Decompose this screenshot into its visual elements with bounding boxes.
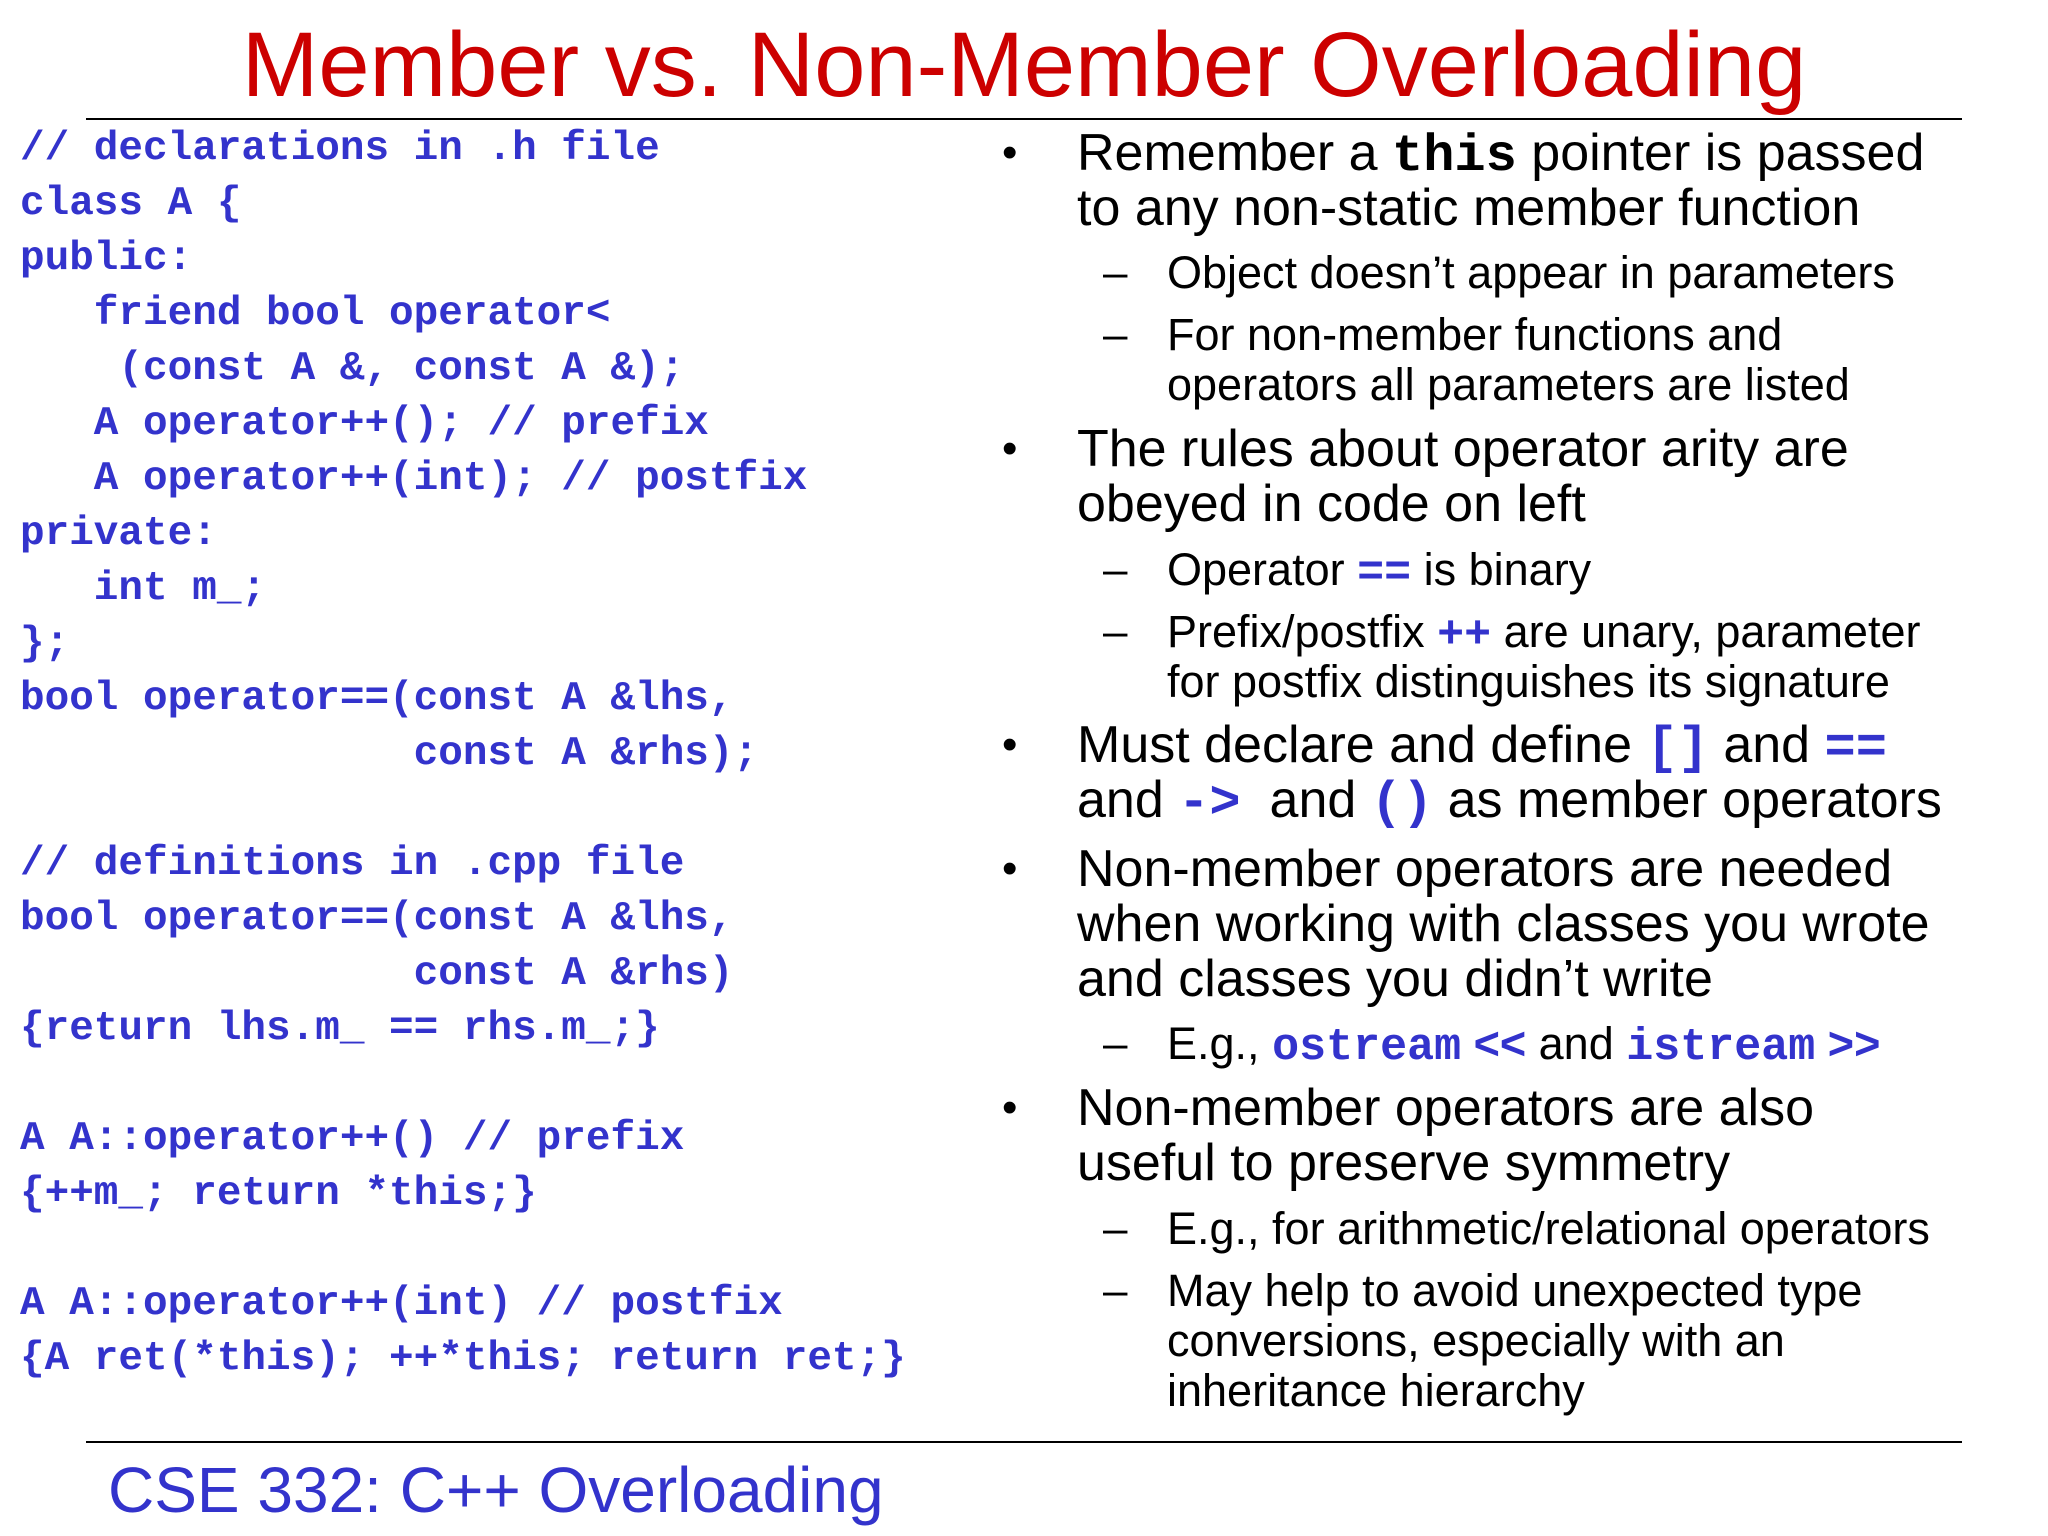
- code-line: [20, 782, 906, 837]
- code-line: {return lhs.m_ == rhs.m_;}: [20, 1006, 660, 1052]
- sub-bullet-line: Prefix/postfix ++ are unary, parameter: [1167, 606, 1921, 661]
- bullet-line: obeyed in code on left: [1077, 475, 1586, 533]
- title-divider: [86, 118, 1962, 120]
- bullet-line: useful to preserve symmetry: [1077, 1134, 1731, 1192]
- code-line: // declarations in .h file: [20, 126, 660, 172]
- code-line: {A ret(*this); ++*this; return ret;}: [20, 1336, 906, 1382]
- inline-code: []: [1646, 719, 1709, 778]
- sub-bullet-marker: –: [1103, 1019, 1128, 1068]
- code-listing: [20, 122, 906, 1387]
- inline-code: istream: [1626, 1022, 1816, 1073]
- sub-bullet-line: conversions, especially with an: [1167, 1315, 1785, 1366]
- sub-bullet-line: Object doesn’t appear in parameters: [1167, 247, 1895, 298]
- code-line: A A::operator++() // prefix: [20, 1116, 685, 1162]
- code-line: A A::operator++(int) // postfix: [20, 1281, 783, 1327]
- code-line: bool operator==(const A &lhs,: [20, 676, 734, 722]
- bullet-line: when working with classes you wrote: [1077, 895, 1930, 953]
- sub-bullet-line: operators all parameters are listed: [1167, 359, 1850, 410]
- sub-bullet-line: inheritance hierarchy: [1167, 1365, 1585, 1416]
- code-line: const A &rhs): [20, 951, 734, 997]
- inline-code: ->: [1178, 774, 1241, 833]
- bullet-line: to any non-static member function: [1077, 179, 1861, 237]
- inline-code: ++: [1437, 610, 1492, 661]
- sub-bullet-line: for postfix distinguishes its signature: [1167, 656, 1890, 707]
- sub-bullet-marker: –: [1103, 1266, 1128, 1315]
- bullet-line: Must declare and define [] and ==: [1077, 716, 1887, 778]
- bullet-line: and -> and () as member operators: [1077, 771, 1942, 833]
- bullet-marker: •: [1002, 720, 1018, 769]
- sub-bullet-marker: –: [1103, 248, 1128, 297]
- sub-bullet-marker: –: [1103, 310, 1128, 359]
- bullet-marker: •: [1002, 128, 1018, 177]
- sub-bullet-marker: –: [1103, 607, 1128, 656]
- inline-code: ==: [1357, 548, 1412, 599]
- inline-code: this: [1392, 127, 1517, 186]
- sub-bullet-line: Operator == is binary: [1167, 544, 1592, 599]
- sub-bullet-line: E.g., ostream << and istream >>: [1167, 1018, 1881, 1073]
- inline-code: ==: [1824, 719, 1887, 778]
- sub-bullet-marker: –: [1103, 1204, 1128, 1253]
- code-line: [20, 1222, 906, 1277]
- sub-bullet-line: May help to avoid unexpected type: [1167, 1265, 1863, 1316]
- footer-course-title: CSE 332: C++ Overloading: [108, 1454, 884, 1526]
- bullet-line: Non-member operators are also: [1077, 1079, 1814, 1137]
- inline-code: ostream: [1272, 1022, 1462, 1073]
- code-line: friend bool operator<: [20, 291, 611, 337]
- sub-bullet-line: For non-member functions and: [1167, 309, 1783, 360]
- code-line: bool operator==(const A &lhs,: [20, 896, 734, 942]
- inline-code: (): [1370, 774, 1434, 833]
- bullet-marker: •: [1002, 424, 1018, 473]
- sub-bullet-marker: –: [1103, 545, 1128, 594]
- code-line: // definitions in .cpp file: [20, 841, 685, 887]
- bullet-marker: •: [1002, 1083, 1018, 1132]
- code-line: private:: [20, 511, 217, 557]
- code-line: A operator++(); // prefix: [20, 401, 709, 447]
- sub-bullet-line: E.g., for arithmetic/relational operators: [1167, 1203, 1930, 1254]
- code-line: int m_;: [20, 566, 267, 612]
- code-line: };: [20, 621, 70, 667]
- footer-divider: [86, 1441, 1962, 1443]
- code-line: const A &rhs);: [20, 731, 759, 777]
- bullet-marker: •: [1002, 844, 1018, 893]
- code-line: A operator++(int); // postfix: [20, 456, 808, 502]
- bullet-line: Non-member operators are needed: [1077, 840, 1893, 898]
- code-line: [20, 1057, 906, 1112]
- code-line: (const A &, const A &);: [20, 346, 685, 392]
- code-line: {++m_; return *this;}: [20, 1171, 537, 1217]
- code-line: class A {: [20, 181, 242, 227]
- bullet-line: The rules about operator arity are: [1077, 420, 1849, 478]
- code-line: public:: [20, 236, 193, 282]
- bullet-line: Remember a this pointer is passed: [1077, 124, 1925, 186]
- bullet-line: and classes you didn’t write: [1077, 950, 1713, 1008]
- slide-title: Member vs. Non-Member Overloading: [241, 14, 1807, 116]
